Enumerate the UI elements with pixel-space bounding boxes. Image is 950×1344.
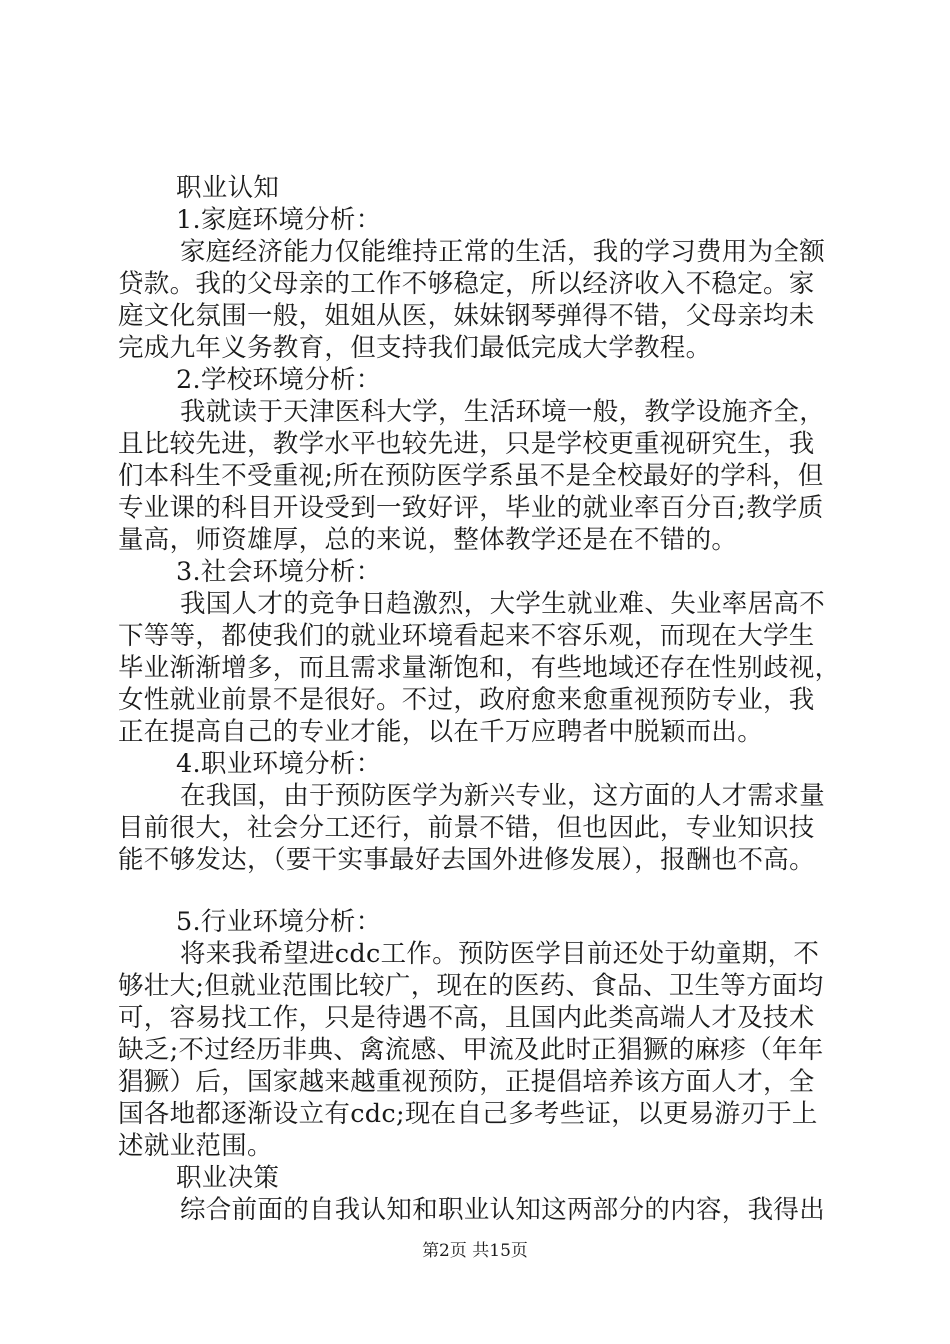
paragraph-line: 我就读于天津医科大学，生活环境一般，教学设施齐全， <box>180 397 826 427</box>
subsection-title: 5.行业环境分析： <box>176 907 382 937</box>
paragraph-line: 家庭经济能力仅能维持正常的生活，我的学习费用为全额 <box>180 237 826 267</box>
document-body <box>118 172 841 1226</box>
paragraph-line: 猖獗）后，国家越来越重视预防，正提倡培养该方面人才，全 <box>118 1067 815 1097</box>
paragraph-line: 贷款。我的父母亲的工作不够稳定，所以经济收入不稳定。家 <box>118 269 815 299</box>
paragraph-line: 下等等，都使我们的就业环境看起来不容乐观，而现在大学生 <box>118 621 815 651</box>
paragraph-line: 正在提高自己的专业才能，以在千万应聘者中脱颖而出。 <box>118 717 764 747</box>
paragraph-line: 量高，师资雄厚，总的来说，整体教学还是在不错的。 <box>118 525 738 555</box>
paragraph-line: 述就业范围。 <box>118 1131 273 1161</box>
paragraph-spacer <box>118 876 834 906</box>
subsection-title: 2.学校环境分析： <box>176 365 382 395</box>
paragraph-line: 们本科生不受重视;所在预防医学系虽不是全校最好的学科，但 <box>118 461 824 491</box>
page-footer: 第2页 共15页 <box>422 1241 528 1261</box>
subsection-title: 4.职业环境分析： <box>176 749 382 779</box>
paragraph-line: 在我国，由于预防医学为新兴专业，这方面的人才需求量 <box>180 781 826 811</box>
paragraph-line: 缺乏;不过经历非典、禽流感、甲流及此时正猖獗的麻疹（年年 <box>118 1035 824 1065</box>
paragraph-line: 且比较先进，教学水平也较先进，只是学校更重视研究生，我 <box>118 429 815 459</box>
paragraph-line: 我国人才的竞争日趋激烈，大学生就业难、失业率居高不 <box>180 589 826 619</box>
paragraph-line: 毕业渐渐增多，而且需求量渐饱和，有些地域还存在性别歧视， <box>118 653 841 683</box>
subsection-title: 3.社会环境分析： <box>176 557 382 587</box>
paragraph-line: 完成九年义务教育，但支持我们最低完成大学教程。 <box>118 333 712 363</box>
paragraph-line: 国各地都逐渐设立有cdc;现在自己多考些证，以更易游刃于上 <box>118 1099 818 1129</box>
paragraph-line: 将来我希望进cdc工作。预防医学目前还处于幼童期，不 <box>180 939 820 969</box>
paragraph-line: 能不够发达，（要干实事最好去国外进修发展），报酬也不高。 <box>118 845 815 875</box>
paragraph-line: 庭文化氛围一般，姐姐从医，妹妹钢琴弹得不错，父母亲均未 <box>118 301 815 331</box>
paragraph-line: 可，容易找工作，只是待遇不高，且国内此类高端人才及技术 <box>118 1003 815 1033</box>
section-heading: 职业决策 <box>176 1163 280 1193</box>
paragraph-line: 够壮大;但就业范围比较广，现在的医药、食品、卫生等方面均 <box>118 971 824 1001</box>
section-heading: 职业认知 <box>176 173 280 203</box>
paragraph-line: 目前很大，社会分工还行，前景不错，但也因此，专业知识技 <box>118 813 815 843</box>
paragraph-line: 专业课的科目开设受到一致好评，毕业的就业率百分百;教学质 <box>118 493 824 523</box>
subsection-title: 1.家庭环境分析： <box>176 205 382 235</box>
paragraph-line: 女性就业前景不是很好。不过，政府愈来愈重视预防专业，我 <box>118 685 815 715</box>
paragraph-line: 综合前面的自我认知和职业认知这两部分的内容，我得出 <box>180 1195 826 1225</box>
